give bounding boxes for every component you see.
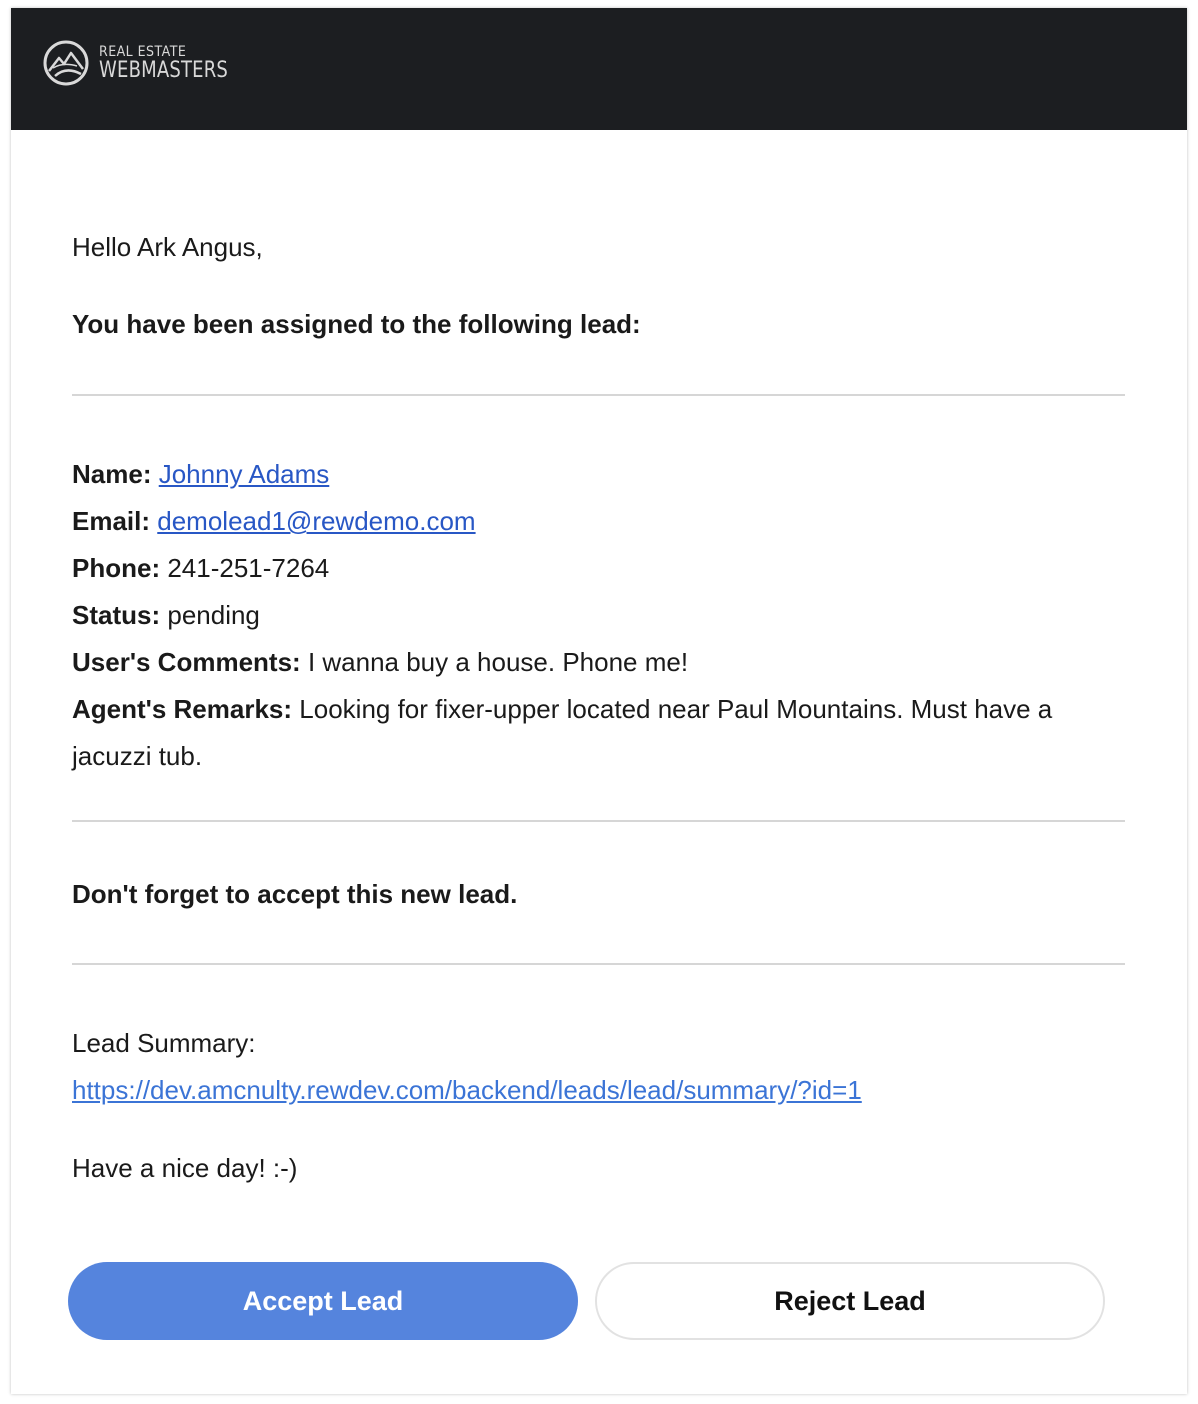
name-label: Name: (72, 459, 152, 489)
reminder-text: Don't forget to accept this new lead. (72, 879, 518, 909)
summary-label: Lead Summary: (72, 1028, 256, 1058)
lead-status-row (72, 592, 1125, 639)
brand-logo (41, 38, 256, 88)
phone-label: Phone: (72, 553, 161, 583)
divider (72, 394, 1125, 396)
lead-email-link[interactable]: demolead1@rewdemo.com (157, 506, 476, 536)
lead-name-link[interactable]: Johnny Adams (158, 459, 330, 489)
reject-lead-button[interactable]: Reject Lead (595, 1262, 1105, 1340)
divider (72, 963, 1125, 965)
lead-email-row (72, 498, 1125, 545)
email-label: Email: (72, 506, 151, 536)
email-header (11, 8, 1187, 130)
lead-details (72, 451, 1125, 780)
remarks-label: Agent's Remarks: (72, 694, 293, 724)
lead-phone-row (72, 545, 1125, 592)
divider (72, 820, 1125, 822)
comments-value: I wanna buy a house. Phone me! (307, 647, 689, 677)
assigned-heading: You have been assigned to the following lead: (72, 309, 641, 339)
lead-name-row (72, 451, 1125, 498)
greeting-text: Hello Ark Angus, (72, 232, 263, 262)
closing-text: Have a nice day! :-) (72, 1153, 298, 1183)
summary-link[interactable]: https://dev.amcnulty.rewdev.com/backend/leads/lead/summary/?id=1 (72, 1075, 862, 1105)
remarks-value: Looking for fixer-upper located near Paul Mountains. Must have a jacuzzi tub. (72, 694, 1053, 771)
status-label: Status: (72, 600, 161, 630)
status-value: pending (167, 600, 260, 630)
lead-comments-row (72, 639, 1125, 686)
accept-lead-button[interactable]: Accept Lead (68, 1262, 578, 1340)
logo-line-2: WEBMASTERS (99, 57, 229, 83)
comments-label: User's Comments: (72, 647, 301, 677)
logo-line-1: REAL ESTATE (99, 43, 187, 60)
lead-remarks-row (72, 686, 1125, 780)
mountain-logo-icon (41, 38, 91, 88)
phone-value: 241-251-7264 (167, 553, 330, 583)
email-card (11, 8, 1187, 1394)
lead-summary (72, 1020, 1002, 1114)
